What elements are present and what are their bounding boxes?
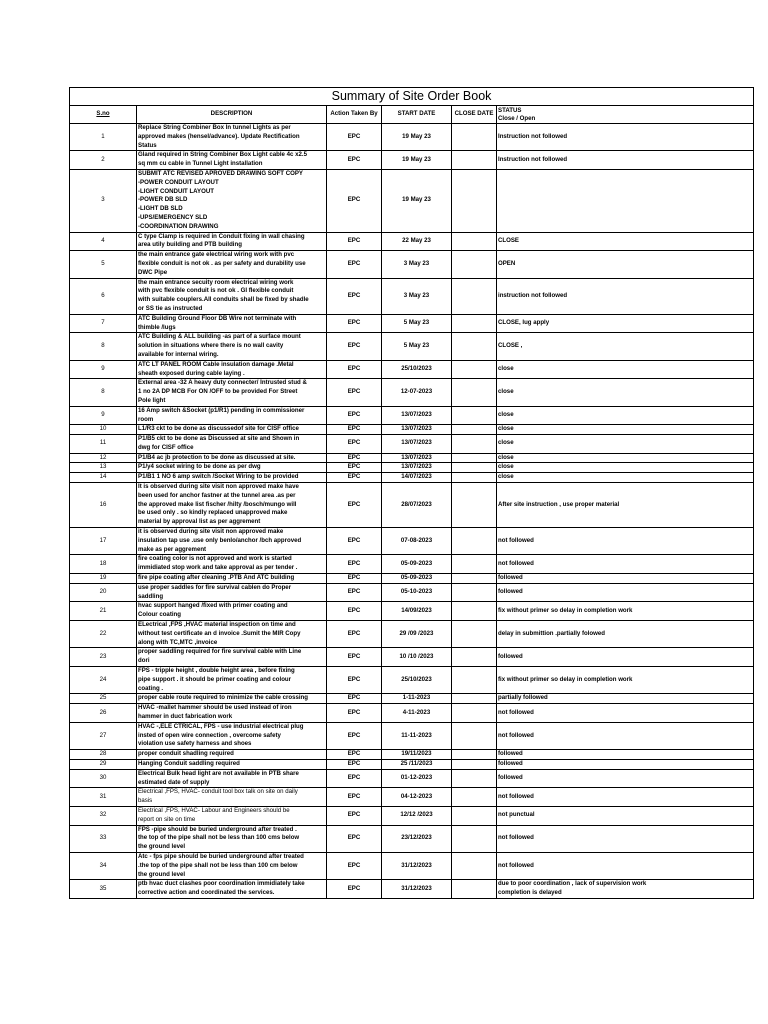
row-description: proper cable route required to minimize the cable crossing: [137, 694, 327, 704]
row-action-taken-by: EPC: [327, 379, 382, 406]
row-description: It is observed during site visit non approved make have been used for anchor fastner at the tunnel area .as per the approved make list fischer /hilty /bosch/mungo will be used only . so kindly replaced unapproved make material by approval list as per aggrement: [137, 483, 327, 528]
row-start-date: 19 May 23: [382, 124, 452, 151]
row-sno: 1: [70, 124, 137, 151]
row-status: close: [497, 406, 754, 425]
row-sno: 5: [70, 251, 137, 278]
row-start-date: 23/12/2023: [382, 825, 452, 852]
row-status: close: [497, 435, 754, 454]
row-action-taken-by: EPC: [327, 750, 382, 760]
row-action-taken-by: EPC: [327, 124, 382, 151]
row-action-taken-by: EPC: [327, 278, 382, 314]
row-description: SUBMIT ATC REVISED APROVED DRAWING SOFT COPY -POWER CONDUIT LAYOUT -LIGHT CONDUIT LAYOUT -POWER DB SLD -LIGHT DB SLD -UPS/EMERGENCY SLD -COORDINATION DRAWING: [137, 169, 327, 232]
row-close-date: [452, 425, 497, 435]
row-start-date: 05-09-2023: [382, 555, 452, 574]
row-sno: 10: [70, 425, 137, 435]
header-status: STATUS Close / Open: [497, 106, 754, 124]
row-status: CLOSE, lug apply: [497, 314, 754, 333]
row-action-taken-by: EPC: [327, 463, 382, 473]
row-description: External area -32 A heavy duty connecter/ Intrusted stud & 1 no 2A DP MCB For ON /OFF to be provided For Street Pole light: [137, 379, 327, 406]
table-row: [70, 278, 754, 314]
table-row: [70, 621, 754, 648]
row-description: hvac support hanged /fixed with primer coating and Colour coating: [137, 602, 327, 621]
row-status: partially followed: [497, 694, 754, 704]
row-description: Replace String Combiner Box In tunnel Lights as per approved makes (hensel/advance). Update Rectification Status: [137, 124, 327, 151]
row-action-taken-by: EPC: [327, 483, 382, 528]
row-description: P1/B5 ckt to be done as Discussed at site and Shown in dwg for CISF office: [137, 435, 327, 454]
row-start-date: 31/12/2023: [382, 880, 452, 899]
row-status: fix without primer so delay in completion work: [497, 602, 754, 621]
row-description: Atc - fps pipe should be buried underground after treated .the top of the pipe shall not be less than 100 cm below the ground level: [137, 852, 327, 879]
row-action-taken-by: EPC: [327, 151, 382, 170]
row-close-date: [452, 704, 497, 723]
row-description: Hanging Conduit saddling required: [137, 759, 327, 769]
row-start-date: 28/07/2023: [382, 483, 452, 528]
row-status: not followed: [497, 825, 754, 852]
row-status: not followed: [497, 788, 754, 807]
row-close-date: [452, 314, 497, 333]
row-action-taken-by: EPC: [327, 648, 382, 667]
row-close-date: [452, 278, 497, 314]
row-sno: 17: [70, 528, 137, 555]
row-sno: 6: [70, 278, 137, 314]
row-status: not followed: [497, 722, 754, 749]
row-description: ATC Building Ground Floor DB Wire not terminate with thimble /lugs: [137, 314, 327, 333]
page-title: Summary of Site Order Book: [70, 88, 754, 106]
table-row: [70, 880, 754, 899]
row-status: not followed: [497, 852, 754, 879]
row-close-date: [452, 769, 497, 788]
row-close-date: [452, 463, 497, 473]
row-action-taken-by: EPC: [327, 602, 382, 621]
row-start-date: 22 May 23: [382, 232, 452, 251]
row-start-date: 14/07/2023: [382, 473, 452, 483]
row-start-date: 25/10/2023: [382, 667, 452, 694]
row-start-date: 01-12-2023: [382, 769, 452, 788]
row-close-date: [452, 453, 497, 463]
row-start-date: 05-10-2023: [382, 583, 452, 602]
row-action-taken-by: EPC: [327, 169, 382, 232]
row-start-date: 25/10/2023: [382, 360, 452, 379]
row-sno: 30: [70, 769, 137, 788]
row-status: close: [497, 425, 754, 435]
row-start-date: 12/12 /2023: [382, 806, 452, 825]
row-description: fire coating color is not approved and work is started immidiated stop work and take approval as per tender .: [137, 555, 327, 574]
row-start-date: 5 May 23: [382, 314, 452, 333]
row-description: ATC LT PANEL ROOM Cable insulation damage .Metal sheath exposed during cable laying .: [137, 360, 327, 379]
row-status: followed: [497, 583, 754, 602]
row-status: close: [497, 473, 754, 483]
row-action-taken-by: EPC: [327, 722, 382, 749]
row-start-date: 25 /11/2023: [382, 759, 452, 769]
table-row: [70, 406, 754, 425]
table-row: [70, 435, 754, 454]
row-status: After site instruction , use proper material: [497, 483, 754, 528]
row-sno: 24: [70, 667, 137, 694]
row-sno: 2: [70, 151, 137, 170]
row-status: close: [497, 379, 754, 406]
row-action-taken-by: EPC: [327, 852, 382, 879]
row-status: followed: [497, 574, 754, 584]
table-row: [70, 574, 754, 584]
row-close-date: [452, 151, 497, 170]
row-sno: 8: [70, 333, 137, 360]
row-description: HVAC -,ELE CTRICAL, FPS - use industrial electrical plug insted of open wire connection , overcome safety violation use safety harness and shoes: [137, 722, 327, 749]
table-row: [70, 750, 754, 760]
row-close-date: [452, 251, 497, 278]
row-sno: 28: [70, 750, 137, 760]
row-start-date: 3 May 23: [382, 251, 452, 278]
row-sno: 35: [70, 880, 137, 899]
row-status: Instruction not followed: [497, 124, 754, 151]
row-status: due to poor coordination , lack of supervision work completion is delayed: [497, 880, 754, 899]
table-row: [70, 473, 754, 483]
row-close-date: [452, 852, 497, 879]
row-description: 16 Amp switch &Socket (p1/R1) pending in commissioner room: [137, 406, 327, 425]
row-action-taken-by: EPC: [327, 880, 382, 899]
table-row: [70, 806, 754, 825]
row-action-taken-by: EPC: [327, 574, 382, 584]
table-row: [70, 788, 754, 807]
row-status: followed: [497, 648, 754, 667]
row-start-date: 11-11-2023: [382, 722, 452, 749]
row-sno: 34: [70, 852, 137, 879]
row-sno: 8: [70, 379, 137, 406]
row-start-date: 29 /09 /2023: [382, 621, 452, 648]
table-row: [70, 360, 754, 379]
row-description: C type Clamp is required in Conduit fixing in wall chasing area utily building and PTB building: [137, 232, 327, 251]
row-status: close: [497, 360, 754, 379]
header-action-taken-by: Action Taken By: [327, 106, 382, 124]
row-status: followed: [497, 769, 754, 788]
row-sno: 12: [70, 453, 137, 463]
row-close-date: [452, 806, 497, 825]
row-status: instruction not followed: [497, 278, 754, 314]
row-status: delay in submittion .partially folowed: [497, 621, 754, 648]
row-sno: 20: [70, 583, 137, 602]
row-action-taken-by: EPC: [327, 360, 382, 379]
table-row: [70, 463, 754, 473]
row-close-date: [452, 528, 497, 555]
row-start-date: 13/07/2023: [382, 463, 452, 473]
row-sno: 21: [70, 602, 137, 621]
row-start-date: 19/11/2023: [382, 750, 452, 760]
row-action-taken-by: EPC: [327, 406, 382, 425]
row-action-taken-by: EPC: [327, 333, 382, 360]
row-close-date: [452, 124, 497, 151]
row-action-taken-by: EPC: [327, 473, 382, 483]
row-sno: 4: [70, 232, 137, 251]
row-sno: 31: [70, 788, 137, 807]
row-description: P1/B4 ac jb protection to be done as discussed at site.: [137, 453, 327, 463]
row-action-taken-by: EPC: [327, 453, 382, 463]
row-start-date: 13/07/2023: [382, 435, 452, 454]
row-description: it is observed during site visit non approved make insulation tap use .use only benlo/anchor /bch approved make as per aggrement: [137, 528, 327, 555]
row-sno: 9: [70, 406, 137, 425]
row-status: OPEN: [497, 251, 754, 278]
row-sno: 26: [70, 704, 137, 723]
row-status: [497, 169, 754, 232]
row-action-taken-by: EPC: [327, 528, 382, 555]
row-description: Gland required in String Combiner Box Light cable 4c x2.5 sq mm cu cable in Tunnel Light installation: [137, 151, 327, 170]
row-close-date: [452, 406, 497, 425]
row-description: the main entrance secuity room electrical wiring work with pvc flexible conduit is not ok . GI flexible conduit with suitable couplers.All conduits shall be fixed by shadle or SS tie as instructed: [137, 278, 327, 314]
row-status: CLOSE: [497, 232, 754, 251]
row-status: not followed: [497, 528, 754, 555]
row-description: P1/y4 socket wiring to be done as per dwg: [137, 463, 327, 473]
site-order-table: [69, 87, 754, 899]
row-start-date: 13/07/2023: [382, 425, 452, 435]
row-status: followed: [497, 759, 754, 769]
row-close-date: [452, 360, 497, 379]
row-action-taken-by: EPC: [327, 314, 382, 333]
table-row: [70, 425, 754, 435]
row-sno: 13: [70, 463, 137, 473]
row-close-date: [452, 435, 497, 454]
table-row: [70, 825, 754, 852]
row-status: close: [497, 463, 754, 473]
row-status: not followed: [497, 555, 754, 574]
row-sno: 14: [70, 473, 137, 483]
row-close-date: [452, 667, 497, 694]
row-start-date: 10 /10 /2023: [382, 648, 452, 667]
row-sno: 29: [70, 759, 137, 769]
row-sno: 16: [70, 483, 137, 528]
row-action-taken-by: EPC: [327, 694, 382, 704]
row-description: P1/B1 1 NO 6 amp switch /Socket Wiring to be provided: [137, 473, 327, 483]
row-action-taken-by: EPC: [327, 251, 382, 278]
table-row: [70, 151, 754, 170]
row-close-date: [452, 788, 497, 807]
row-start-date: 19 May 23: [382, 151, 452, 170]
table-row: [70, 314, 754, 333]
header-close-date: CLOSE DATE: [452, 106, 497, 124]
table-row: [70, 528, 754, 555]
row-action-taken-by: EPC: [327, 583, 382, 602]
row-close-date: [452, 483, 497, 528]
table-row: [70, 453, 754, 463]
table-row: [70, 124, 754, 151]
row-close-date: [452, 602, 497, 621]
row-close-date: [452, 555, 497, 574]
title-row: [70, 88, 754, 106]
row-start-date: 1-11-2023: [382, 694, 452, 704]
table-row: [70, 169, 754, 232]
row-description: proper conduit shadling required: [137, 750, 327, 760]
row-close-date: [452, 759, 497, 769]
row-sno: 19: [70, 574, 137, 584]
row-description: fire pipe coating after cleaning .PTB And ATC building: [137, 574, 327, 584]
row-sno: 25: [70, 694, 137, 704]
row-description: ptb hvac duct clashes poor coordination immidiately take corrective action and coordinated the services.: [137, 880, 327, 899]
row-action-taken-by: EPC: [327, 435, 382, 454]
table-row: [70, 667, 754, 694]
row-close-date: [452, 379, 497, 406]
table-row: [70, 759, 754, 769]
row-description: HVAC -mallet hammer should be used instead of iron hammer in duct fabrication work: [137, 704, 327, 723]
table-row: [70, 704, 754, 723]
row-close-date: [452, 825, 497, 852]
row-start-date: 5 May 23: [382, 333, 452, 360]
row-action-taken-by: EPC: [327, 425, 382, 435]
row-action-taken-by: EPC: [327, 806, 382, 825]
row-description: FPS -pipe should be buried underground after treated . the top of the pipe shall not be less than 100 cms below the ground level: [137, 825, 327, 852]
row-start-date: 12-07-2023: [382, 379, 452, 406]
row-status: fix without primer so delay in completion work: [497, 667, 754, 694]
row-start-date: 19 May 23: [382, 169, 452, 232]
row-close-date: [452, 333, 497, 360]
header-start-date: START DATE: [382, 106, 452, 124]
row-status: not followed: [497, 704, 754, 723]
row-status: CLOSE ,: [497, 333, 754, 360]
row-description: proper saddling required for fire survival cable with Line dori: [137, 648, 327, 667]
header-description: DESCRIPTION: [137, 106, 327, 124]
table-row: [70, 694, 754, 704]
row-sno: 22: [70, 621, 137, 648]
row-start-date: 14/09/2023: [382, 602, 452, 621]
table-row: [70, 555, 754, 574]
row-status: close: [497, 453, 754, 463]
row-action-taken-by: EPC: [327, 621, 382, 648]
row-close-date: [452, 621, 497, 648]
row-start-date: 4-11-2023: [382, 704, 452, 723]
row-start-date: 3 May 23: [382, 278, 452, 314]
row-close-date: [452, 232, 497, 251]
row-sno: 18: [70, 555, 137, 574]
header-sno: S.no: [70, 106, 137, 124]
row-status: Instruction not followed: [497, 151, 754, 170]
table-row: [70, 379, 754, 406]
row-start-date: 05-09-2023: [382, 574, 452, 584]
row-action-taken-by: EPC: [327, 769, 382, 788]
row-action-taken-by: EPC: [327, 759, 382, 769]
row-action-taken-by: EPC: [327, 788, 382, 807]
row-description: Electrical ,FPS, HVAC- conduit tool box talk on site on daily basis: [137, 788, 327, 807]
row-action-taken-by: EPC: [327, 555, 382, 574]
row-description: ELectrical ,FPS ,HVAC material inspection on time and without test certificate an d invoice .Sumit the MIR Copy along with TC,MTC ,invoice: [137, 621, 327, 648]
row-close-date: [452, 722, 497, 749]
row-sno: 32: [70, 806, 137, 825]
row-start-date: 13/07/2023: [382, 406, 452, 425]
row-start-date: 04-12-2023: [382, 788, 452, 807]
row-action-taken-by: EPC: [327, 704, 382, 723]
table-row: [70, 769, 754, 788]
row-status: followed: [497, 750, 754, 760]
row-description: use proper saddles for fire survival cablen do Proper saddling: [137, 583, 327, 602]
row-sno: 7: [70, 314, 137, 333]
row-sno: 11: [70, 435, 137, 454]
table-row: [70, 648, 754, 667]
row-start-date: 13/07/2023: [382, 453, 452, 463]
table-row: [70, 583, 754, 602]
row-action-taken-by: EPC: [327, 232, 382, 251]
row-description: the main entrance gate electrical wiring work with pvc flexible conduit is not ok . as per safety and durability use DWC Pipe: [137, 251, 327, 278]
row-sno: 3: [70, 169, 137, 232]
row-description: L1/R3 ckt to be done as discussedof site for CISF office: [137, 425, 327, 435]
row-close-date: [452, 648, 497, 667]
row-sno: 33: [70, 825, 137, 852]
table-row: [70, 251, 754, 278]
row-description: Electrical ,FPS, HVAC- Labour and Engineers should be report on site on time: [137, 806, 327, 825]
row-close-date: [452, 750, 497, 760]
header-row: [70, 106, 754, 124]
row-action-taken-by: EPC: [327, 825, 382, 852]
table-row: [70, 852, 754, 879]
table-row: [70, 722, 754, 749]
table-row: [70, 333, 754, 360]
row-close-date: [452, 880, 497, 899]
row-sno: 23: [70, 648, 137, 667]
row-close-date: [452, 694, 497, 704]
row-start-date: 07-08-2023: [382, 528, 452, 555]
row-description: ATC Building & ALL building -as part of a surface mount solution in situations where there is no wall cavity available for internal wiring.: [137, 333, 327, 360]
table-row: [70, 602, 754, 621]
row-close-date: [452, 473, 497, 483]
row-sno: 9: [70, 360, 137, 379]
table-row: [70, 232, 754, 251]
row-description: Electrical Bulk head light are not available in PTB share estimated date of supply: [137, 769, 327, 788]
row-start-date: 31/12/2023: [382, 852, 452, 879]
row-close-date: [452, 583, 497, 602]
row-action-taken-by: EPC: [327, 667, 382, 694]
row-description: FPS - tripple height , double height area , before fixing pipe support . it should be primer coating and colour coating .: [137, 667, 327, 694]
table-row: [70, 483, 754, 528]
row-status: not punctual: [497, 806, 754, 825]
row-close-date: [452, 574, 497, 584]
row-sno: 27: [70, 722, 137, 749]
row-close-date: [452, 169, 497, 232]
